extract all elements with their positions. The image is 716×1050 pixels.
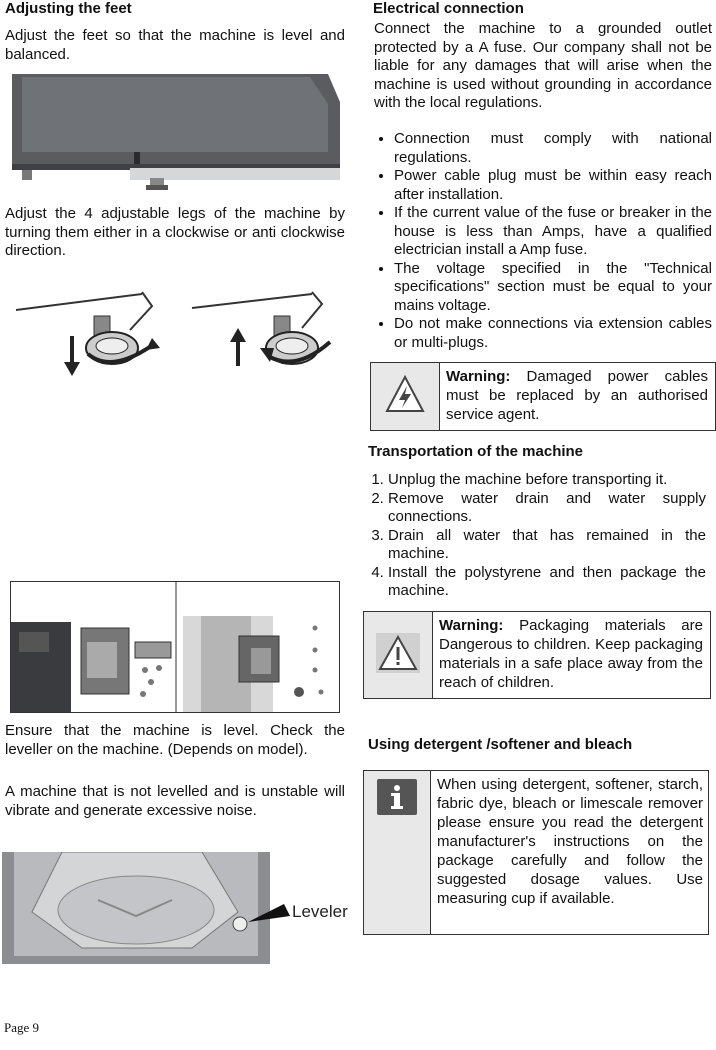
drum-leveler-figure: [2, 852, 348, 964]
transport-heading: Transportation of the machine: [368, 443, 584, 460]
list-item: • Connection must comply with national regulations.: [394, 130, 712, 167]
feet-heading: Adjusting the feet: [5, 0, 132, 17]
list-item: • Power cable plug must be within easy reach after installation.: [394, 167, 712, 204]
warning-triangle-icon: [376, 633, 420, 678]
info-box-detergent: [363, 770, 709, 935]
warning-text: Packaging materials are Dangerous to children. Keep packaging materials in a safe place away from the reach of children.: [439, 617, 703, 691]
unstable-text: A machine that is not levelled and is unstable will vibrate and generate excessive noise.: [5, 783, 345, 819]
machine-base-figure: [10, 72, 344, 194]
page-number: Page 9: [4, 1020, 40, 1035]
legs-text: Adjust the 4 adjustable legs of the machine by turning them either in a clockwise or anti clockwise direction.: [5, 205, 345, 259]
warning-box-power-cable: [370, 362, 716, 431]
electrical-heading: Electrical connection: [373, 0, 524, 17]
warning-text: Damaged power cables must be replaced by an authorised service agent.: [446, 368, 708, 423]
electrical-intro: Connect the machine to a grounded outlet protected by a A fuse. Our company shall not be liable for any damages that will arise when the machine is used without grounding in accordance with the local regulations.: [374, 20, 712, 111]
info-icon: [377, 779, 417, 820]
feet-intro: Adjust the feet so that the machine is level and balanced.: [5, 27, 345, 63]
list-item: 2. Remove water drain and water supply connections.: [388, 490, 706, 527]
list-item: 3. Drain all water that has remained in the machine.: [388, 527, 706, 564]
warning-box-packaging: [363, 611, 711, 699]
detergent-heading: Using detergent /softener and bleach: [368, 736, 633, 753]
list-item: • If the current value of the fuse or breaker in the house is less than Amps, have a qualified electrician install a Amp fuse.: [394, 204, 712, 260]
warning-label: Warning:: [439, 617, 504, 634]
warning-label: Warning:: [446, 368, 511, 385]
foot-rotation-figure: [12, 282, 348, 382]
electrical-bullet-list: [368, 130, 712, 352]
leveler-label: Leveler: [292, 902, 348, 921]
list-item: 1. Unplug the machine before transporting it.: [388, 471, 706, 490]
transport-steps: [368, 471, 706, 601]
transport-bolts-figure: [10, 581, 340, 713]
list-item: • The voltage specified in the "Technical specifications" section must be equal to your mains voltage.: [394, 260, 712, 316]
level-text: Ensure that the machine is level. Check the leveller on the machine. (Depends on model).: [5, 722, 345, 758]
info-text: When using detergent, softener, starch, fabric dye, bleach or limescale remover please ensure you read the detergent manufacturer's instructions on the package carefully and follow the suggested dosage values. Use measuring cup if available.: [437, 776, 703, 907]
list-item: • Do not make connections via extension cables or multi-plugs.: [394, 315, 712, 352]
electric-hazard-icon: [385, 375, 425, 418]
list-item: 4. Install the polystyrene and then package the machine.: [388, 564, 706, 601]
